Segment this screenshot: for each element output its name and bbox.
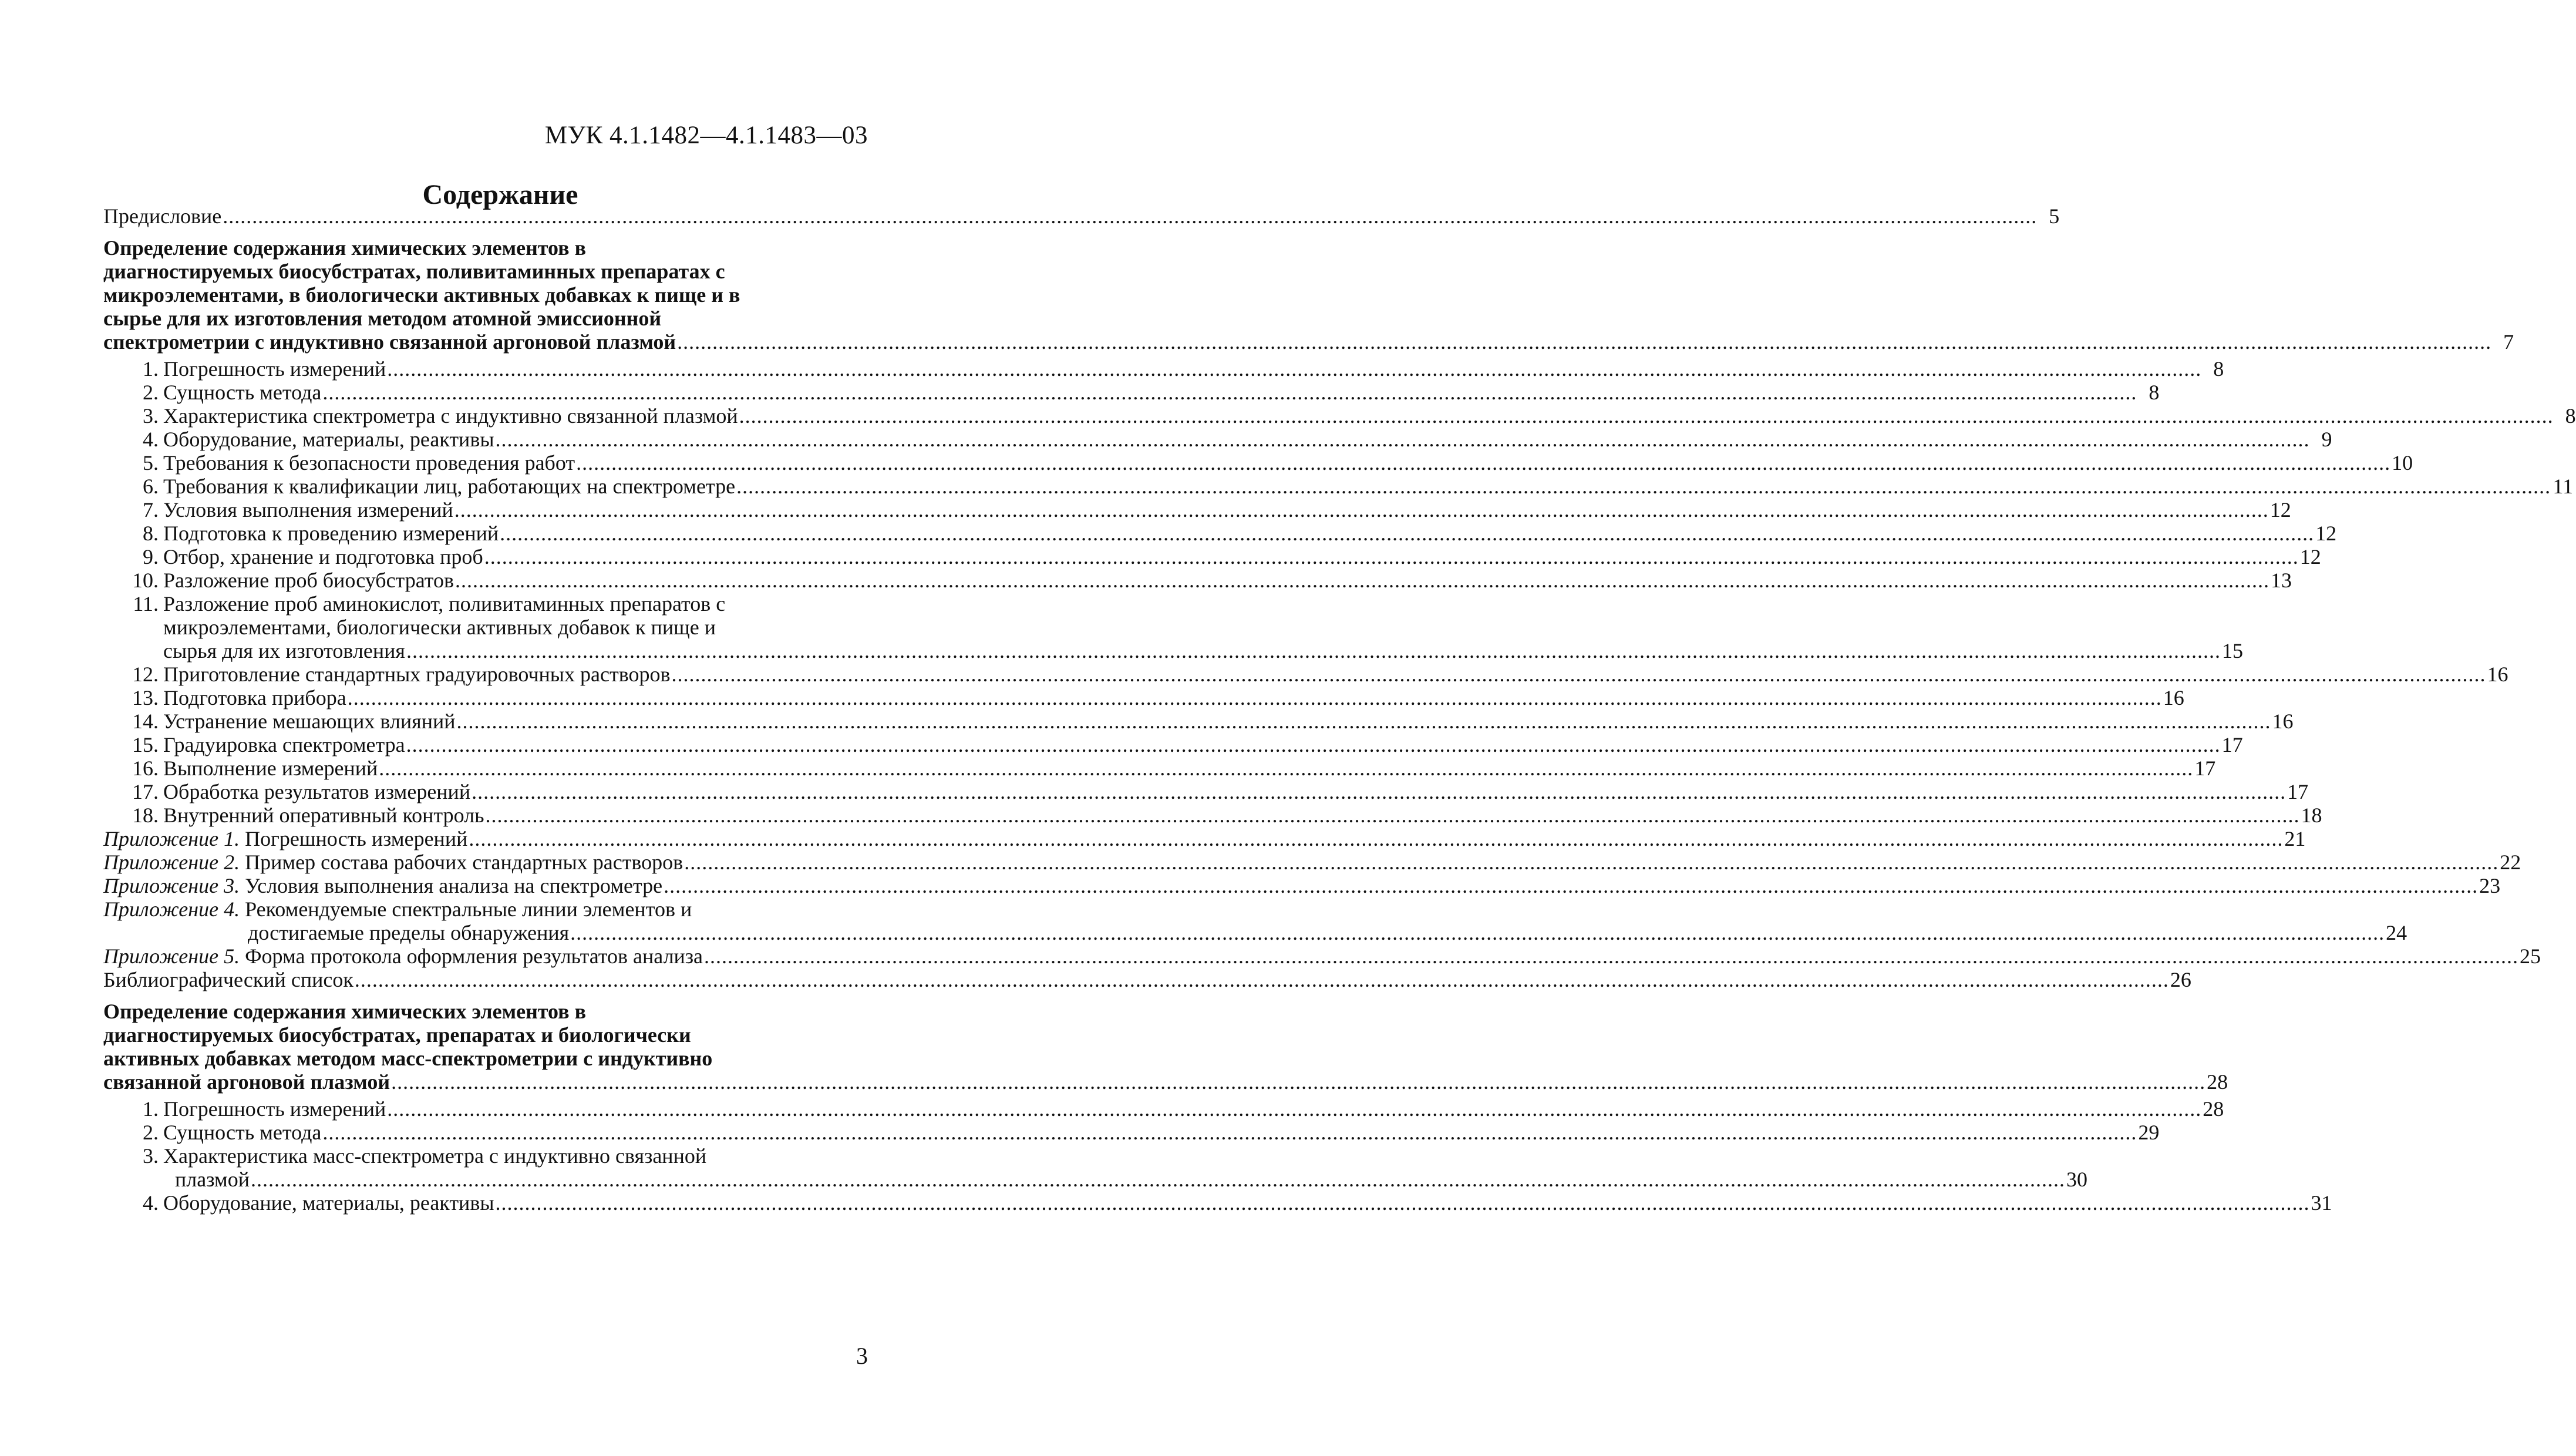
dot-leader: [387, 357, 2201, 381]
toc-entry-preface: [103, 204, 2060, 228]
table-of-contents: [103, 204, 2576, 1215]
item-text: плазмой: [175, 1168, 250, 1191]
item-number: 3.: [143, 404, 159, 428]
toc-page-number: 7: [2503, 330, 2514, 354]
item-number: 7.: [143, 498, 159, 522]
item-text: Выполнение измерений: [163, 756, 378, 780]
appendix-entry: [103, 827, 2306, 850]
item-text: Погрешность измерений: [163, 1097, 386, 1121]
dot-leader: [576, 451, 2390, 475]
heading-line: связанной аргоновой плазмой: [103, 1070, 390, 1094]
toc-page-number: 13: [2271, 569, 2292, 592]
toc-page-number: 29: [2138, 1121, 2160, 1144]
item-number: 16.: [132, 756, 159, 780]
item-text: микроэлементами, биологически активных добавок к пище и: [163, 616, 716, 639]
dot-leader: [570, 921, 2385, 944]
heading-line: диагностируемых биосубстратах, препаратах и биологически: [103, 1023, 691, 1047]
item-number: 2.: [143, 1121, 159, 1144]
item-number: 1.: [143, 1097, 159, 1121]
heading-line: Определение содержания химических элементов в: [103, 236, 587, 260]
appendix-text: Погрешность измерений: [245, 827, 468, 850]
appendix-label: Приложение 1.: [103, 827, 240, 850]
toc-item: [103, 357, 2224, 381]
item-number: 13.: [132, 686, 159, 709]
item-number: 3.: [143, 1144, 159, 1168]
toc-page-number: 5: [2049, 204, 2060, 228]
toc-page-number: 23: [2479, 874, 2501, 897]
toc-page-number: 21: [2284, 827, 2306, 850]
toc-item: [103, 663, 2508, 686]
toc-page-number: 15: [2221, 639, 2243, 663]
toc-item: [103, 709, 2294, 733]
item-text: Требования к безопасности проведения работ: [163, 451, 575, 475]
toc-entry-text: Предисловие: [103, 204, 222, 228]
appendix-label: Приложение 4.: [103, 897, 240, 921]
section-2-items: [103, 1097, 2332, 1215]
item-text: Требования к квалификации лиц, работающих на спектрометре: [163, 475, 736, 498]
item-text: Подготовка к проведению измерений: [163, 522, 499, 545]
dot-leader: [496, 428, 2310, 451]
item-text: Характеристика масс-спектрометра с индуктивно связанной: [163, 1144, 707, 1168]
toc-page-number: 11: [2553, 475, 2574, 498]
toc-item: [103, 803, 2322, 827]
heading-line: спектрометрии с индуктивно связанной аргоновой плазмой: [103, 330, 676, 354]
appendices: [103, 827, 2541, 991]
dot-leader: [322, 381, 2137, 404]
item-text: Внутренний оперативный контроль: [163, 803, 484, 827]
item-number: 8.: [143, 522, 159, 545]
item-number: 9.: [143, 545, 159, 569]
appendix-label: Приложение 2.: [103, 850, 240, 874]
item-number: 4.: [143, 428, 159, 451]
toc-page-number: 16: [2272, 709, 2294, 733]
appendix-label: Приложение 5.: [103, 944, 240, 968]
dot-leader: [348, 686, 2162, 709]
item-text: Условия выполнения измерений: [163, 498, 453, 522]
toc-page-number: 28: [2203, 1097, 2224, 1121]
toc-item: [103, 1144, 2087, 1191]
appendix-entry: [103, 944, 2541, 968]
dot-leader: [677, 330, 2491, 354]
appendix-entry: [103, 874, 2501, 897]
appendix-text: Условия выполнения анализа на спектрометре: [245, 874, 663, 897]
item-number: 17.: [132, 780, 159, 803]
toc-item: [103, 569, 2292, 592]
item-text: Погрешность измерений: [163, 357, 386, 381]
heading-line: диагностируемых биосубстратах, поливитаминных препаратах с: [103, 260, 725, 283]
heading-line: сырье для их изготовления методом атомной эмиссионной: [103, 307, 662, 330]
toc-item: [103, 428, 2332, 451]
toc-item: [103, 545, 2321, 569]
toc-item: [103, 733, 2243, 756]
appendix-text: Пример состава рабочих стандартных растворов: [245, 850, 683, 874]
item-text: Сущность метода: [163, 381, 322, 404]
item-text: Устранение мешающих влияний: [163, 709, 456, 733]
item-number: 1.: [143, 357, 159, 381]
item-text: сырья для их изготовления: [163, 639, 405, 663]
item-number: 15.: [132, 733, 159, 756]
item-text: Отбор, хранение и подготовка проб: [163, 545, 483, 569]
item-text: Оборудование, материалы, реактивы: [163, 428, 494, 451]
toc-page-number: 10: [2392, 451, 2413, 475]
toc-item: [103, 522, 2337, 545]
appendix-text: достигаемые пределы обнаружения: [248, 921, 570, 944]
toc-item: [103, 451, 2413, 475]
dot-leader: [391, 1070, 2205, 1094]
toc-page-number: 28: [2207, 1070, 2228, 1094]
appendix-text: Рекомендуемые спектральные линии элементов и: [245, 897, 692, 921]
item-number: 2.: [143, 381, 159, 404]
dot-leader: [739, 404, 2554, 428]
dot-leader: [484, 545, 2299, 569]
toc-page-number: 8: [2565, 404, 2576, 428]
item-number: 12.: [132, 663, 159, 686]
item-text: Разложение проб биосубстратов: [163, 569, 454, 592]
dot-leader: [671, 663, 2486, 686]
toc-page-number: 24: [2386, 921, 2407, 944]
appendix-text: Форма протокола оформления результатов анализа: [245, 944, 703, 968]
toc-item: [103, 756, 2216, 780]
toc-page-number: 30: [2066, 1168, 2087, 1191]
dot-leader: [704, 944, 2518, 968]
item-number: 14.: [132, 709, 159, 733]
item-text: Приготовление стандартных градуировочных растворов: [163, 663, 671, 686]
item-text: Подготовка прибора: [163, 686, 346, 709]
item-text: Характеристика спектрометра с индуктивно связанной плазмой: [163, 404, 738, 428]
toc-page-number: 8: [2149, 381, 2160, 404]
toc-page-number: 31: [2311, 1191, 2332, 1215]
toc-page-number: 18: [2301, 803, 2322, 827]
toc-page-number: 9: [2321, 428, 2332, 451]
heading-line: микроэлементами, в биологически активных добавках к пище и в: [103, 283, 740, 307]
section-1-heading: [103, 236, 2514, 354]
toc-entry-text: Библиографический список: [103, 968, 353, 991]
dot-leader: [472, 780, 2286, 803]
item-number: 4.: [143, 1191, 159, 1215]
dot-leader: [486, 803, 2300, 827]
item-text: Обработка результатов измерений: [163, 780, 471, 803]
item-number: 11.: [133, 592, 159, 616]
dot-leader: [406, 733, 2221, 756]
toc-item: [103, 381, 2160, 404]
dot-leader: [457, 709, 2271, 733]
toc-page-number: 17: [2194, 756, 2216, 780]
heading-last-line: [103, 1070, 2228, 1094]
item-text: Градуировка спектрометра: [163, 733, 405, 756]
dot-leader: [736, 475, 2551, 498]
toc-item: [103, 1121, 2160, 1144]
toc-page-number: 12: [2299, 545, 2321, 569]
item-number: 6.: [143, 475, 159, 498]
toc-item: [103, 498, 2291, 522]
dot-leader: [684, 850, 2498, 874]
toc-item: [103, 404, 2576, 428]
toc-page-number: 16: [2163, 686, 2184, 709]
dot-leader: [406, 639, 2221, 663]
toc-entry-bibliography: [103, 968, 2191, 991]
heading-last-line: [103, 330, 2514, 354]
toc-item: [103, 1097, 2224, 1121]
toc-item: [103, 592, 2243, 663]
dot-leader: [223, 204, 2037, 228]
toc-page-number: 8: [2213, 357, 2224, 381]
appendix-entry: [103, 897, 2407, 944]
item-text: Разложение проб аминокислот, поливитаминных препаратов с: [163, 592, 726, 616]
toc-page-number: 17: [2287, 780, 2309, 803]
toc-item: [103, 780, 2309, 803]
toc-page-number: 12: [2315, 522, 2337, 545]
toc-item: [103, 475, 2574, 498]
dot-leader: [500, 522, 2314, 545]
toc-item: [103, 1191, 2332, 1215]
toc-page-number: 22: [2500, 850, 2521, 874]
dot-leader: [379, 756, 2193, 780]
section-1-items: [103, 357, 2576, 827]
heading-line: Определение содержания химических элементов в: [103, 1000, 587, 1023]
item-number: 18.: [132, 803, 159, 827]
page-number: 3: [856, 1343, 868, 1369]
dot-leader: [469, 827, 2283, 850]
title-text: Содержание: [422, 179, 578, 210]
toc-page-number: 12: [2269, 498, 2291, 522]
item-number: 5.: [143, 451, 159, 475]
item-text: Оборудование, материалы, реактивы: [163, 1191, 494, 1215]
toc-item: [103, 686, 2184, 709]
heading-line: активных добавках методом масс-спектрометрии с индуктивно: [103, 1047, 713, 1070]
section-2-heading: [103, 1000, 2228, 1094]
appendix-label: Приложение 3.: [103, 874, 240, 897]
dot-leader: [454, 498, 2269, 522]
appendix-entry: [103, 850, 2521, 874]
item-number: 10.: [132, 569, 159, 592]
dot-leader: [355, 968, 2169, 991]
toc-page-number: 26: [2170, 968, 2191, 991]
toc-page-number: 17: [2221, 733, 2243, 756]
toc-page-number: 25: [2520, 944, 2541, 968]
dot-leader: [455, 569, 2269, 592]
dot-leader: [251, 1168, 2065, 1191]
document-code: МУК 4.1.1482—4.1.1483—03: [544, 122, 868, 149]
dot-leader: [664, 874, 2478, 897]
item-text: Сущность метода: [163, 1121, 322, 1144]
dot-leader: [322, 1121, 2137, 1144]
toc-page-number: 16: [2487, 663, 2508, 686]
dot-leader: [496, 1191, 2310, 1215]
dot-leader: [387, 1097, 2201, 1121]
